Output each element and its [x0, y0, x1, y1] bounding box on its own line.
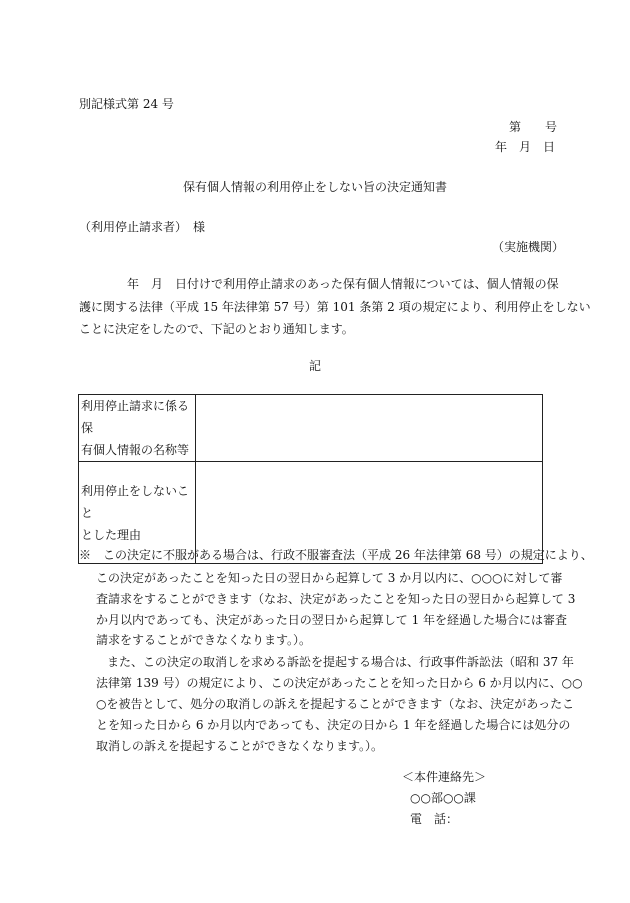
- form-number: 別記様式第 24 号: [79, 97, 174, 111]
- addressee: （利用停止請求者） 様: [79, 220, 206, 234]
- label-line: とした理由: [81, 527, 142, 542]
- issuing-agency: （実施機関）: [492, 240, 565, 254]
- body-text-line: 年 月 日付けで利用停止請求のあった保有個人情報については、個人情報の保: [79, 277, 559, 291]
- notation-heading: 記: [308, 359, 321, 373]
- note-line: この決定があったことを知った日の翌日から起算して 3 か月以内に、○○○に対して審: [96, 571, 563, 585]
- label-line: 利用停止請求に係る保: [81, 399, 190, 435]
- note-line: 取消しの訴えを提起することができなくなります。）。: [96, 739, 384, 753]
- note-line: 査請求をすることができます（なお、決定があったことを知った日の翌日から起算して 3: [96, 592, 576, 606]
- note-line: また、この決定の取消しを求める訴訟を提起する場合は、行政事件訴訟法（昭和 37 年: [107, 655, 574, 669]
- note-line: ※ この決定に不服がある場合は、行政不服審査法（平成 26 年法律第 68 号）の規定により、: [79, 548, 593, 562]
- label-line: 有個人情報の名称等: [81, 443, 190, 457]
- body-text-line: 護に関する法律（平成 15 年法律第 57 号）第 101 条第 2 項の規定により、利用停止をしない: [79, 300, 591, 314]
- note-line: ○を被告として、処分の取消しの訴えを提起することができます（なお、決定があったこ: [96, 697, 575, 711]
- document-title: 保有個人情報の利用停止をしない旨の決定通知書: [182, 180, 447, 194]
- document-date: 年 月 日: [495, 140, 556, 154]
- note-line: とを知った日から 6 か月以内であっても、決定の日から 1 年を経過した場合には処分の: [96, 718, 571, 732]
- info-table: [78, 394, 543, 564]
- document-number: 第 号: [509, 120, 558, 134]
- contact-phone: 電 話：: [410, 812, 459, 826]
- note-line: 請求をすることができなくなります。）。: [96, 633, 312, 647]
- row-value-info-name: [196, 395, 543, 462]
- row-label-info-name: [79, 395, 196, 462]
- body-text-line: ことに決定をしたので、下記のとおり通知します。: [79, 322, 354, 336]
- table-row: [79, 395, 543, 462]
- contact-heading: ＜本件連絡先＞: [402, 770, 487, 784]
- label-line: 利用停止をしないこと: [81, 483, 190, 520]
- note-line: か月以内であっても、決定があった日の翌日から起算して 1 年を経過した場合には審査: [96, 613, 568, 627]
- note-line: 法律第 139 号）の規定により、この決定があったことを知った日から 6 か月以内に、○○: [96, 676, 583, 690]
- contact-department: ○○部○○課: [410, 791, 476, 805]
